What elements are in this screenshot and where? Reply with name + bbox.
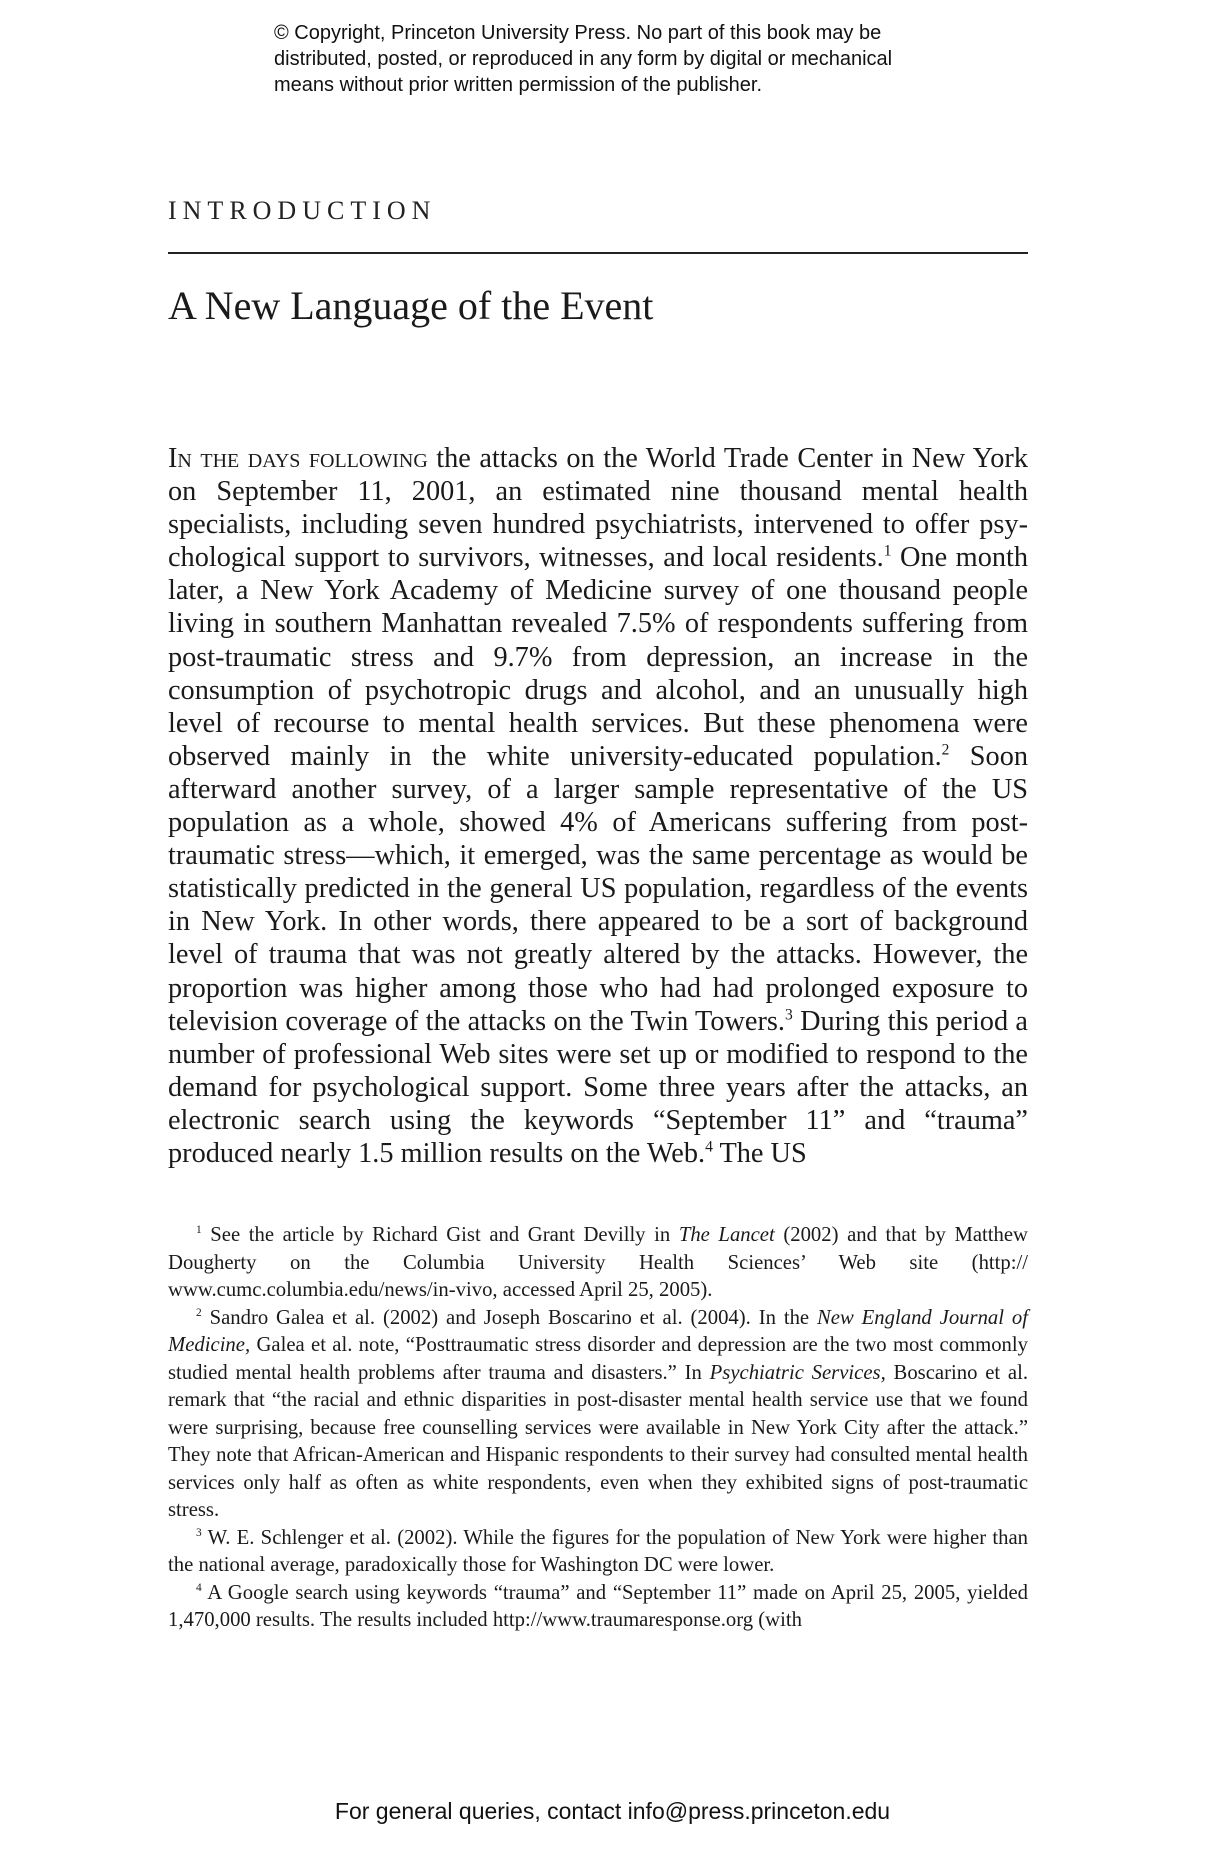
copyright-line-1: © Copyright, Princeton University Press. No part of this book may be — [274, 22, 882, 44]
title-rule — [168, 252, 1028, 254]
body-text-5: The US — [712, 1137, 807, 1169]
copyright-notice — [274, 20, 1014, 98]
footnote-ref-4[interactable]: 4 — [705, 1138, 713, 1156]
lead-in: In the days following — [168, 443, 428, 474]
footnote-2-italic-2: Psychiatric Services, — [709, 1361, 886, 1384]
body-text-4: During this period a number of professional Web sites were set up or modified to respond to the demand for psychological support. Some three years after the attacks, an electronic search using the keywords “September 11” and “trauma” produced nearly 1.5 million results on the Web. — [168, 1005, 1028, 1169]
footnote-ref-3[interactable]: 3 — [785, 1006, 793, 1024]
contact-line: For general queries, contact info@press.princeton.edu — [334, 1798, 891, 1824]
body-text-2: One month later, a New York Academy of Medicine survey of one thousand people living in southern Manhattan revealed 7.5% of respondents suffering from post-traumatic stress and 9.7% from depression, an increase in the consumption of psychotropic drugs and alcohol, and an unusually high level of recourse to mental health services. But these phenomena were observed mainly in the white university-educated population. — [168, 542, 1029, 772]
footnote-ref-1[interactable]: 1 — [883, 542, 892, 560]
footnotes — [168, 1222, 1028, 1635]
footnote-2-text-c: Boscarino et al. remark that “the racial and ethnic disparities in post-disaster mental health service use that we found were surprising, because free counselling services were available in New York City after the attack.” They note that African-American and Hispanic respondents to their survey had consulted mental health services only half as often as white respondents, even when they exhibited signs of post-traumatic stress. — [168, 1361, 1029, 1521]
footnote-3-text: W. E. Schlenger et al. (2002). While the figures for the population of New York were higher than the national average, paradoxically those for Washington DC were lower. — [168, 1526, 1028, 1576]
body-text-1: the attacks on the World Trade Center in New York on September 11, 2001, an estimated nine thousand mental health specialists, including seven hundred psychiatrists, intervened to offer psychological support to survivors, witnesses, and local residents. — [168, 443, 1028, 574]
footnote-1-text-b: (2002) and that by Matthew Dougherty on the Columbia University Health Sciences’ Web site (http://​www.cumc.columbia.edu/news/in-vivo, accessed April 25, 2005). — [168, 1224, 1028, 1301]
footnote-1-text-a: See the article by Richard Gist and Grant Devilly in — [201, 1224, 679, 1246]
footnote-4-number: 4 — [196, 1581, 202, 1594]
footnote-1-italic: The Lancet — [678, 1224, 775, 1246]
footnote-4-text: A Google search using keywords “trauma” and “September 11” made on April 25, 2005, yielded 1,470,000 results. The results included http://www.traumaresponse.org (with — [168, 1581, 1028, 1631]
footnote-2-text-b: Galea et al. note, “Posttraumatic stress disorder and depression are the two most commonly studied mental health problems after trauma and disasters.” In — [168, 1334, 1028, 1384]
footnote-2-italic-1: New England Journal of Medicine, — [168, 1306, 1028, 1356]
body-paragraph — [168, 442, 1028, 1170]
footnote-3 — [168, 1525, 1028, 1580]
copyright-line-3: means without prior written permission of the publisher. — [274, 74, 763, 96]
copyright-line-2: distributed, posted, or reproduced in any form by digital or mechanical — [274, 48, 893, 70]
footnote-2-number: 2 — [196, 1306, 202, 1319]
footnote-1-number: 1 — [196, 1224, 202, 1237]
footnote-1 — [168, 1222, 1028, 1305]
footnote-ref-2[interactable]: 2 — [941, 741, 950, 759]
footnote-3-number: 3 — [196, 1526, 202, 1539]
chapter-title: A New Language of the Event — [168, 283, 654, 328]
chapter-label: INTRODUCTION — [168, 196, 437, 225]
footnote-2-text-a: Sandro Galea et al. (2002) and Joseph Boscarino et al. (2004). In the — [201, 1306, 817, 1329]
body-text-3: Soon afterward another survey, of a larger sample representative of the US population as a whole, showed 4% of Americans suffering from post-traumatic stress—which, it emerged, was the same percentage as would be statistically predicted in the general US population, regardless of the events in New York. In other words, there appeared to be a sort of background level of trauma that was not greatly altered by the attacks. However, the proportion was higher among those who had had prolonged exposure to television coverage of the attacks on the Twin Towers. — [168, 740, 1028, 1037]
footnote-2 — [168, 1305, 1028, 1525]
footnote-4 — [168, 1580, 1028, 1635]
